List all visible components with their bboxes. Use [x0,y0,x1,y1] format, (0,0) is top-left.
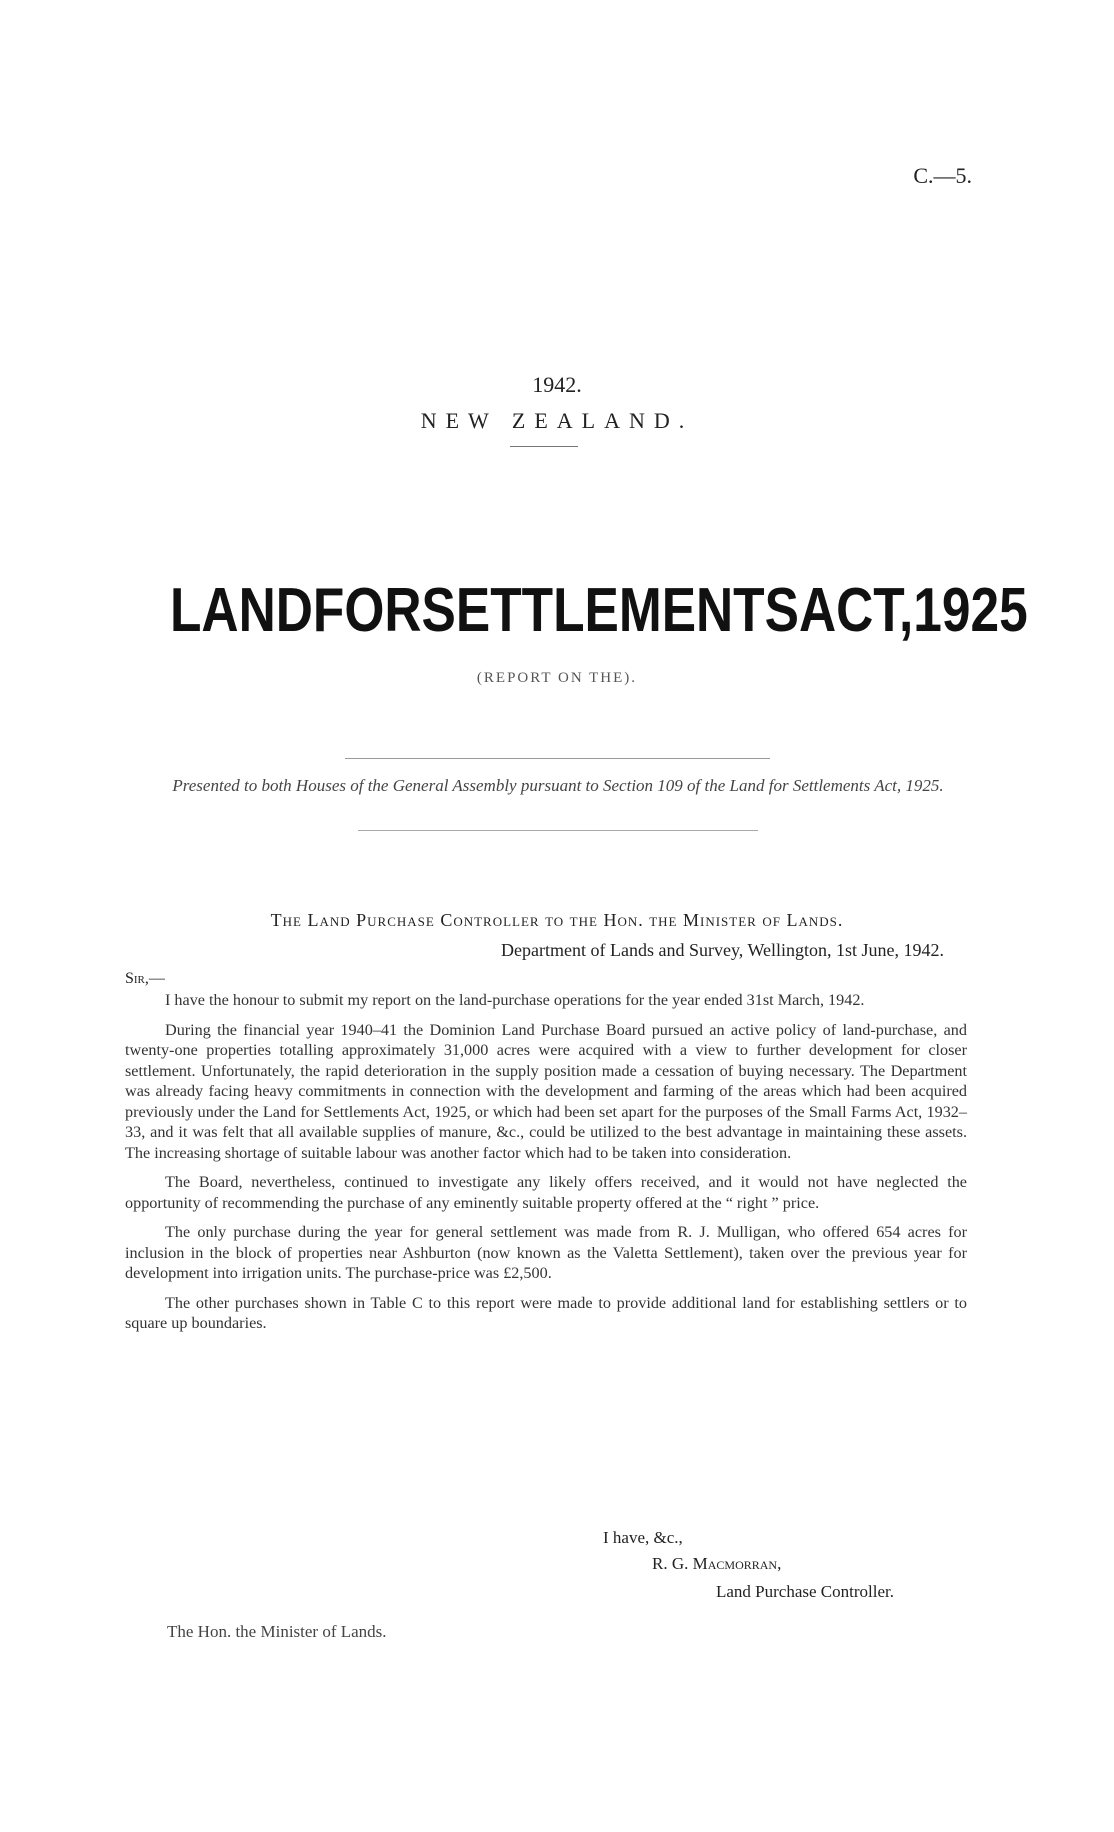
title-word: SETTLEMENTS [421,576,799,645]
letter-paragraph: The other purchases shown in Table C to this report were made to provide additional land for establishing settlers or to square up boundaries. [125,1293,967,1332]
letter-body [125,990,967,1343]
letter-paragraph: The only purchase during the year for general settlement was made from R. J. Mulligan, who offered 654 acres for inclusion in the block of properties near Ashburton (now known as the Valetta Settlement), taken over the previous year for development into irrigation units. The purchase-price was £2,500. [125,1223,967,1282]
letter-paragraph: I have the honour to submit my report on the land-purchase operations for the year ended 31st March, 1942. [165,991,865,1009]
letter-signatory: R. G. Macmorran, [652,1554,782,1573]
title-word: ACT, [798,576,914,645]
title-word: LAND [170,576,313,645]
letter-paragraph: The Board, nevertheless, continued to investigate any likely offers received, and it would not have neglected the opportunity of recommending the purchase of any eminently suitable property offered at the “ right ” price. [125,1173,967,1212]
report-year: 1942. [532,372,582,397]
report-subtitle: (REPORT ON THE). [476,670,638,686]
letter-closing: I have, &c., [603,1528,683,1547]
letter-addressee: The Land Purchase Controller to the Hon. the Minister of Lands. [270,910,844,930]
presented-top-rule [345,758,770,759]
letter-salutation: Sir,— [125,970,165,987]
presented-bottom-rule [358,830,758,831]
signatory-position: Land Purchase Controller. [716,1582,894,1601]
country-heading: NEW ZEALAND. [420,408,694,433]
letter-dateline: Department of Lands and Survey, Wellington, 1st June, 1942. [501,940,944,960]
title-word: FOR [312,576,422,645]
title-word: 1925 [913,576,1028,645]
document-reference: C.—5. [913,163,972,188]
letter-paragraph: During the financial year 1940–41 the Dominion Land Purchase Board pursued an active policy of land-purchase, and twenty-one properties totalling approximately 31,000 acres were acquired with a view to further development for closer settlement. Unfortunately, the rapid deterioration in the supply position made a cessation of buying necessary. The Department was already facing heavy commitments in connection with the development and farming of the areas which had been acquired previously under the Land for Settlements Act, 1925, or which had been set apart for the purposes of the Small Farms Act, 1932–33, and it was felt that all available supplies of manure, &c., could be utilized to the best advantage in maintaining these assets. The increasing shortage of suitable labour was another factor which had to be taken into consideration. [125,1020,967,1162]
letter-recipient: The Hon. the Minister of Lands. [167,1622,387,1641]
report-title [170,576,1028,645]
presented-note: Presented to both Houses of the General Assembly pursuant to Section 109 of the Land for Settlements Act, 1925. [172,776,944,795]
heading-divider [510,446,578,447]
